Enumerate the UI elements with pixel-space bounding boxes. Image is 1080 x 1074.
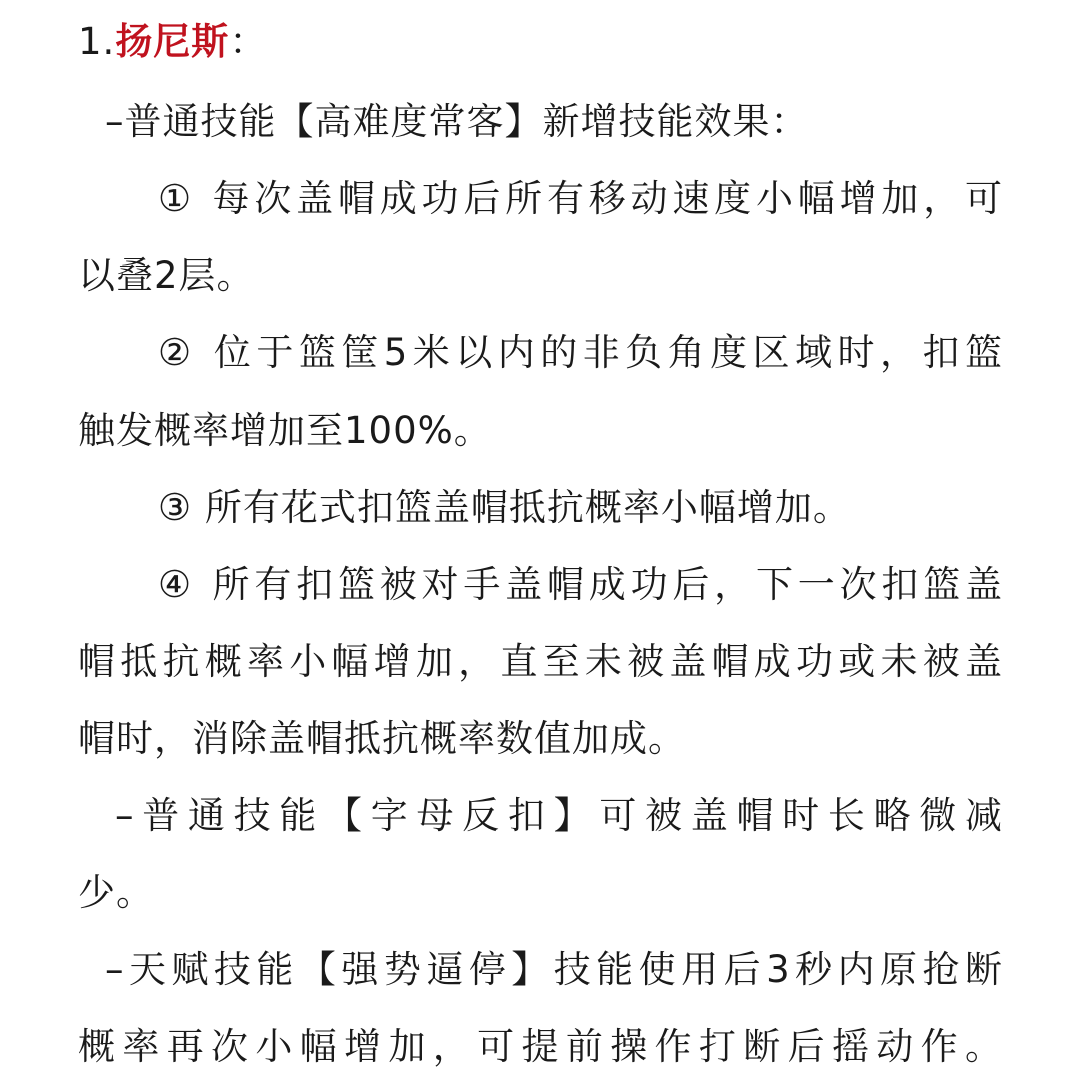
hero-name: 扬尼斯 <box>115 20 230 63</box>
effect-2-line-2: 触发概率增加至100%。 <box>78 409 492 452</box>
effect-1-line-1: ① 每次盖帽成功后所有移动速度小幅增加，可 <box>158 177 1003 220</box>
skill-2-line-1: –普通技能【字母反扣】可被盖帽时长略微减 <box>115 794 1003 837</box>
heading-number: 1. <box>78 20 116 63</box>
hero-heading <box>78 20 1003 64</box>
skill-2-line-2: 少。 <box>78 871 154 914</box>
effect-4-line-3: 帽时，消除盖帽抵抗概率数值加成。 <box>78 717 686 760</box>
effect-4-line-1: ④ 所有扣篮被对手盖帽成功后，下一次扣篮盖 <box>158 563 1003 606</box>
effect-3-line-1: ③ 所有花式扣篮盖帽抵抗概率小幅增加。 <box>158 486 851 529</box>
effect-2-line-1: ② 位于篮筐5米以内的非负角度区域时，扣篮 <box>158 331 1003 374</box>
effect-1-line-2: 以叠2层。 <box>78 254 255 297</box>
skill-1-header: –普通技能【高难度常客】新增技能效果： <box>105 100 809 143</box>
skill-3-line-1: –天赋技能【强势逼停】技能使用后3秒内原抢断 <box>105 948 1003 991</box>
heading-colon: ： <box>229 20 268 63</box>
skill-3-line-2: 概率再次小幅增加，可提前操作打断后摇动作。 <box>78 1025 1003 1068</box>
effect-4-line-2: 帽抵抗概率小幅增加，直至未被盖帽成功或未被盖 <box>78 640 1003 683</box>
